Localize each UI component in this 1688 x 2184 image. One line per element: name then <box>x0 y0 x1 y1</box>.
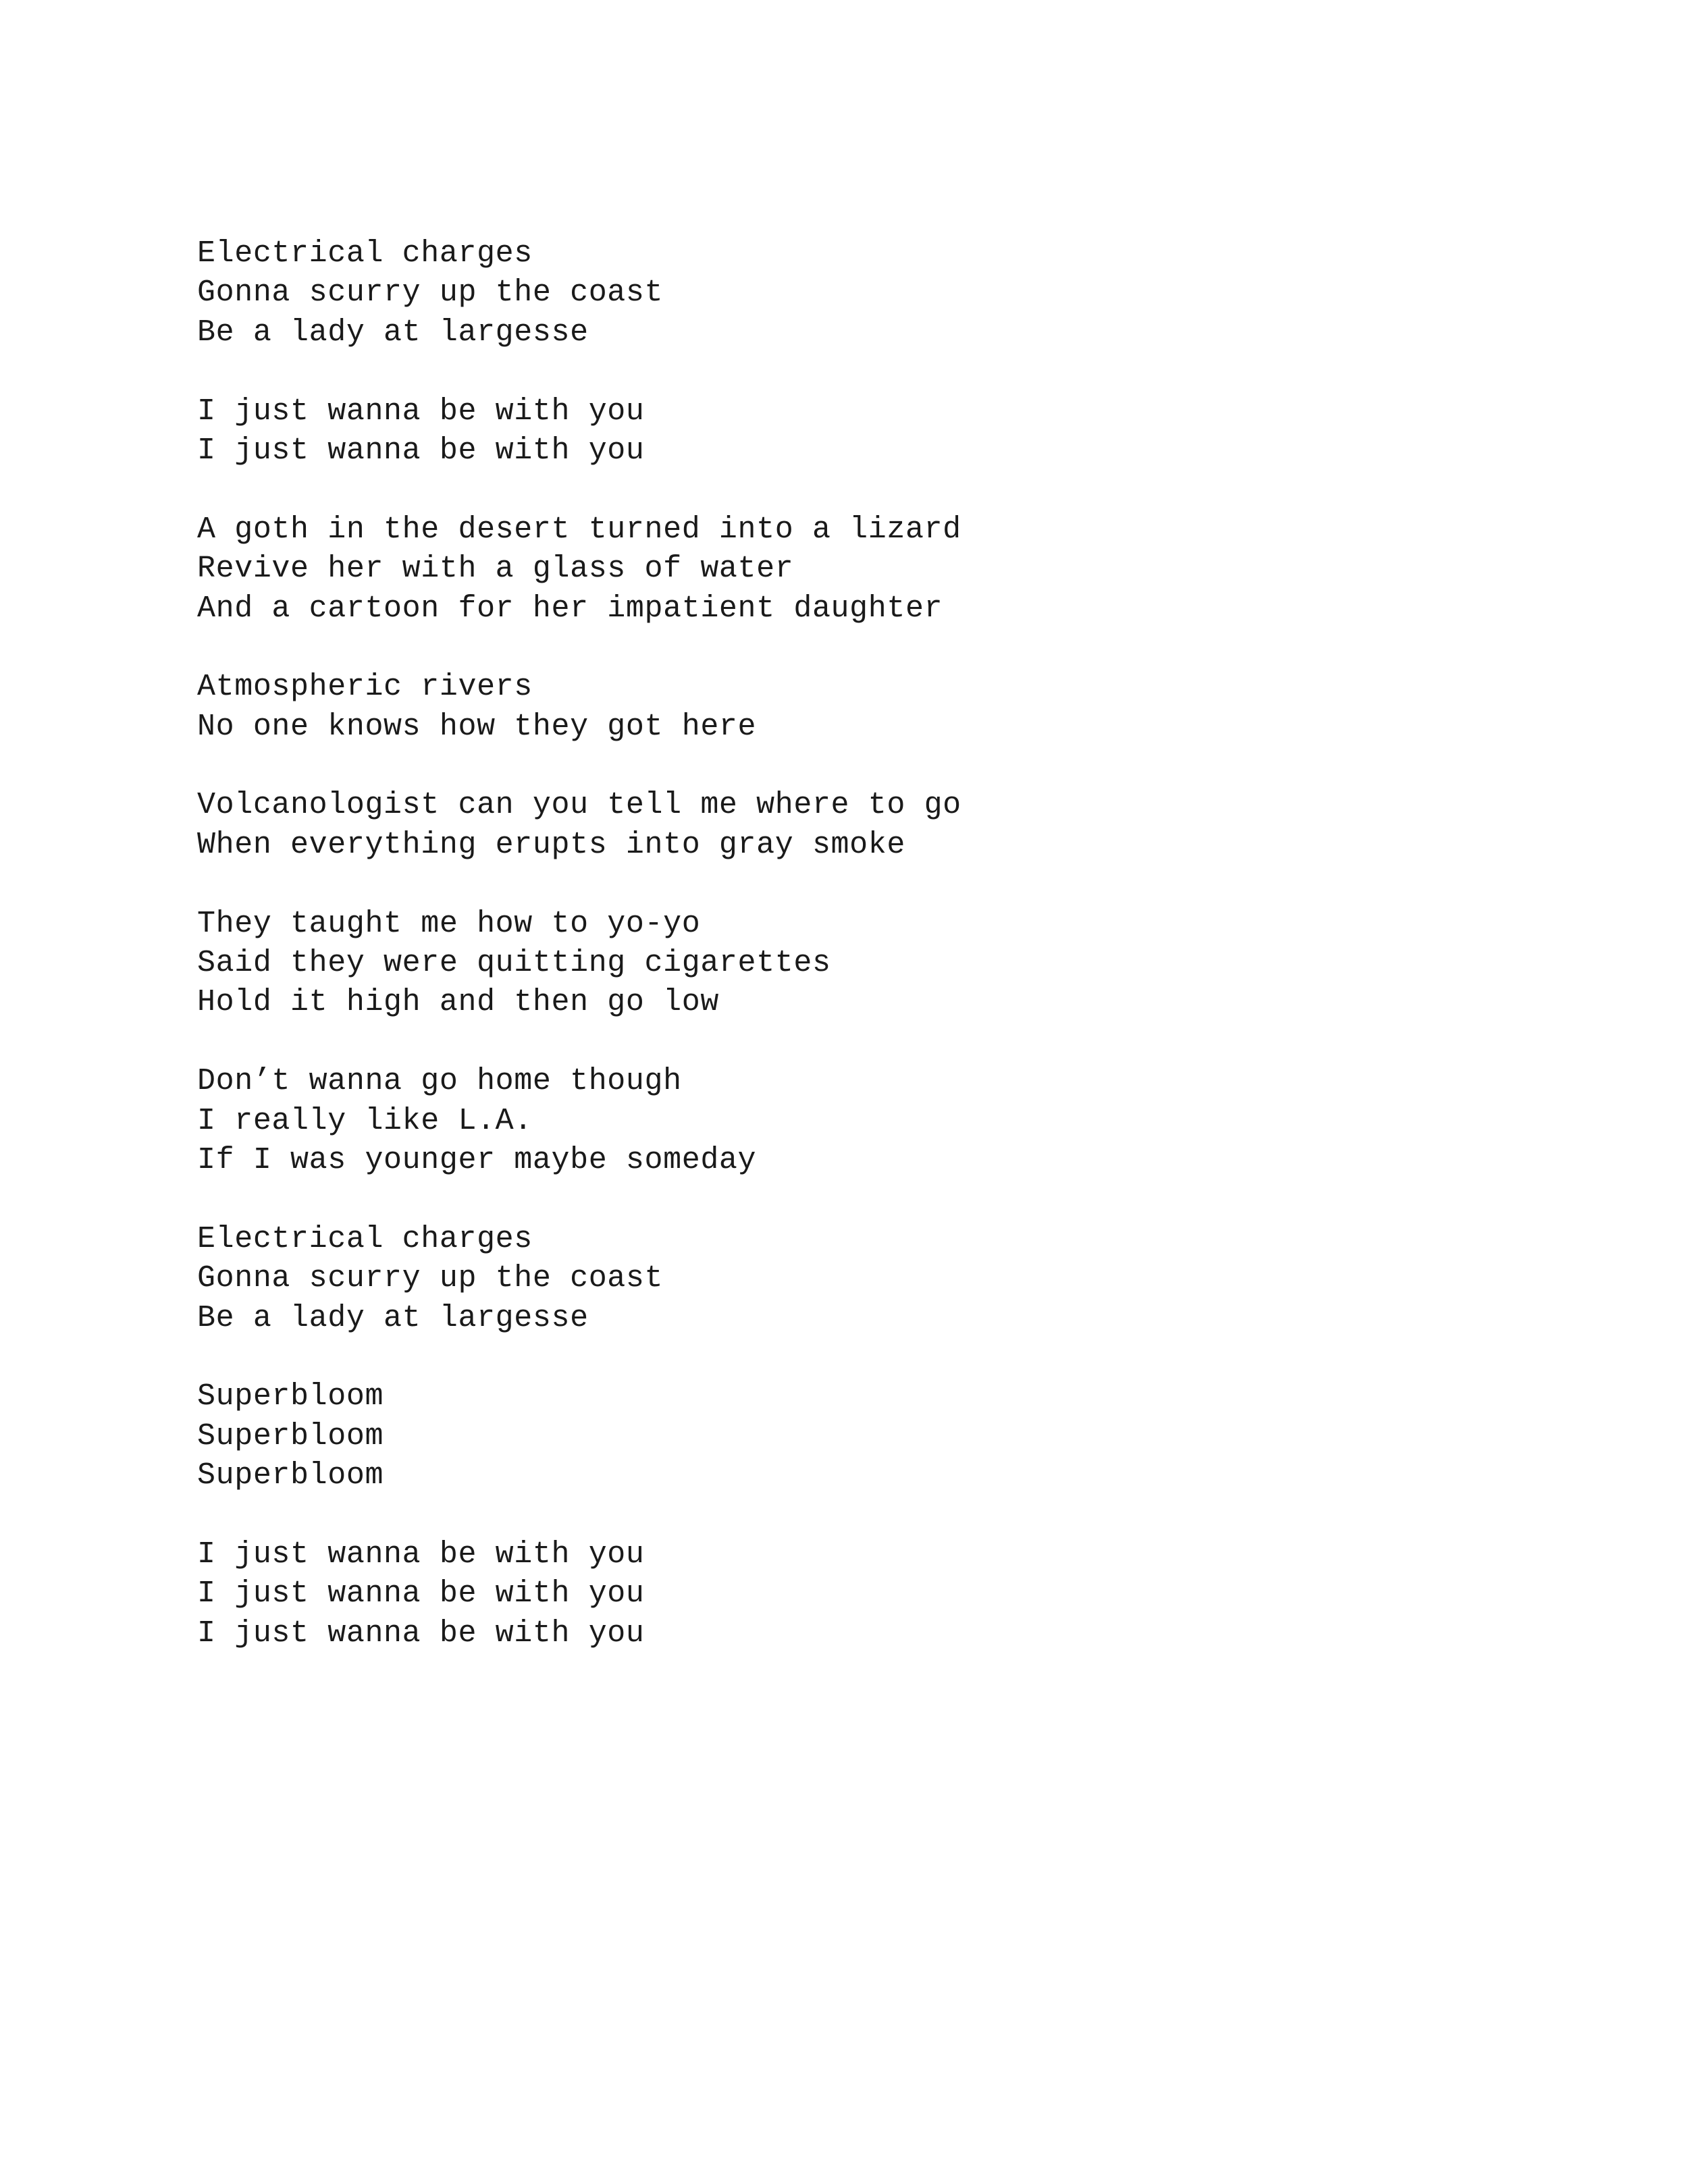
lyric-line: Gonna scurry up the coast <box>197 275 664 311</box>
lyric-line: I really like L.A. <box>197 1103 533 1138</box>
lyric-line: Revive her with a glass of water <box>197 552 794 587</box>
stanza <box>197 234 961 352</box>
lyric-line: I just wanna be with you <box>197 394 645 429</box>
stanza <box>197 510 961 629</box>
lyric-line: Superbloom <box>197 1379 384 1414</box>
lyrics-body <box>197 234 961 1653</box>
stanza <box>197 786 961 865</box>
lyric-line: Volcanologist can you tell me where to go <box>197 788 961 823</box>
lyric-line: I just wanna be with you <box>197 433 645 468</box>
stanza <box>197 905 961 1023</box>
lyric-line: Superbloom <box>197 1418 384 1454</box>
stanza <box>197 392 961 471</box>
lyric-line: A goth in the desert turned into a lizard <box>197 512 961 547</box>
lyric-line: Gonna scurry up the coast <box>197 1261 664 1296</box>
stanza <box>197 1535 961 1653</box>
lyric-line: I just wanna be with you <box>197 1576 645 1612</box>
lyric-line: If I was younger maybe someday <box>197 1142 757 1177</box>
stanza <box>197 1220 961 1338</box>
lyric-line: When everything erupts into gray smoke <box>197 827 905 862</box>
lyric-line: I just wanna be with you <box>197 1537 645 1572</box>
lyric-line: Hold it high and then go low <box>197 985 719 1020</box>
lyric-line: Atmospheric rivers <box>197 670 533 705</box>
lyric-line: Superbloom <box>197 1458 384 1493</box>
stanza <box>197 1062 961 1180</box>
lyric-line: Be a lady at largesse <box>197 1300 589 1335</box>
lyric-line: No one knows how they got here <box>197 709 757 744</box>
lyric-line: They taught me how to yo-yo <box>197 906 701 941</box>
lyric-line: Don’t wanna go home though <box>197 1064 682 1099</box>
lyric-line: Be a lady at largesse <box>197 315 589 350</box>
stanza <box>197 1377 961 1495</box>
lyric-line: And a cartoon for her impatient daughter <box>197 591 943 626</box>
lyric-line: Electrical charges <box>197 1221 533 1256</box>
lyric-line: Said they were quitting cigarettes <box>197 946 831 981</box>
stanza <box>197 668 961 747</box>
lyric-line: I just wanna be with you <box>197 1616 645 1651</box>
lyric-line: Electrical charges <box>197 236 533 271</box>
